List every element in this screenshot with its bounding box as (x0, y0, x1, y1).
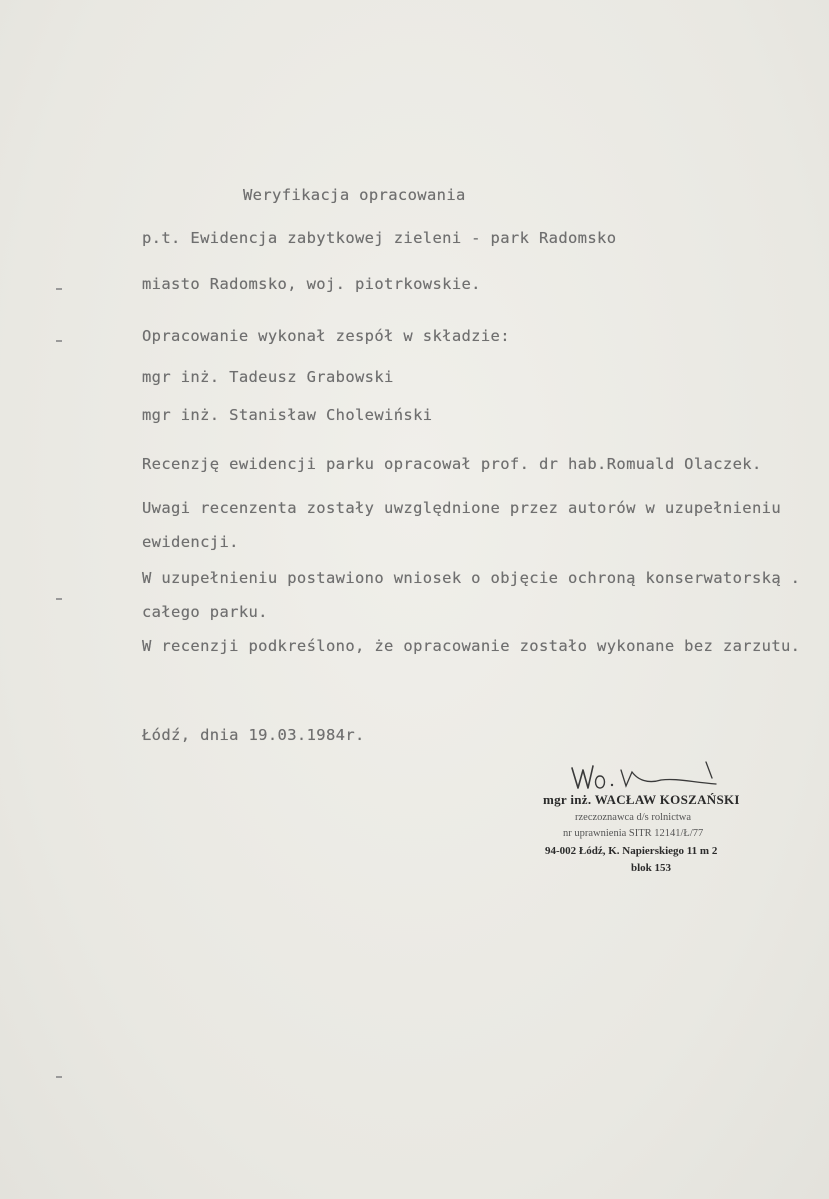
document-date: Łódź, dnia 19.03.1984r. (142, 726, 365, 744)
margin-mark (56, 340, 62, 342)
team-member-2: mgr inż. Stanisław Cholewiński (142, 406, 433, 424)
margin-mark (56, 288, 62, 290)
review-line: Recenzję ewidencji parku opracował prof. dr hab.Romuald Olaczek. (142, 455, 762, 473)
official-stamp (533, 780, 773, 880)
stamp-address: 94-002 Łódź, K. Napierskiego 11 m 2 (545, 845, 718, 857)
conclusion-line: W recenzji podkreślono, że opracowanie zostało wykonane bez zarzutu. (142, 637, 801, 655)
document-location-line: miasto Radomsko, woj. piotrkowskie. (142, 275, 481, 293)
stamp-block: blok 153 (631, 862, 672, 874)
stamp-license: nr uprawnienia SITR 12141/Ł/77 (563, 828, 704, 839)
stamp-name: mgr inż. WACŁAW KOSZAŃSKI (543, 792, 740, 807)
stamp-title: rzeczoznawca d/s rolnictwa (575, 812, 692, 823)
margin-mark (56, 1076, 62, 1078)
team-member-1: mgr inż. Tadeusz Grabowski (142, 368, 394, 386)
remarks-line-1: Uwagi recenzenta zostały uwzględnione przez autorów w uzupełnieniu (142, 499, 781, 517)
remarks-line-2: ewidencji. (142, 533, 239, 551)
proposal-line-2: całego parku. (142, 603, 268, 621)
margin-mark (56, 598, 62, 600)
document-subject-line: p.t. Ewidencja zabytkowej zieleni - park Radomsko (142, 229, 617, 247)
proposal-line-1: W uzupełnieniu postawiono wniosek o objęcie ochroną konserwatorską . (142, 569, 801, 587)
team-intro-line: Opracowanie wykonał zespół w składzie: (142, 327, 510, 345)
document-title: Weryfikacja opracowania (243, 186, 466, 204)
